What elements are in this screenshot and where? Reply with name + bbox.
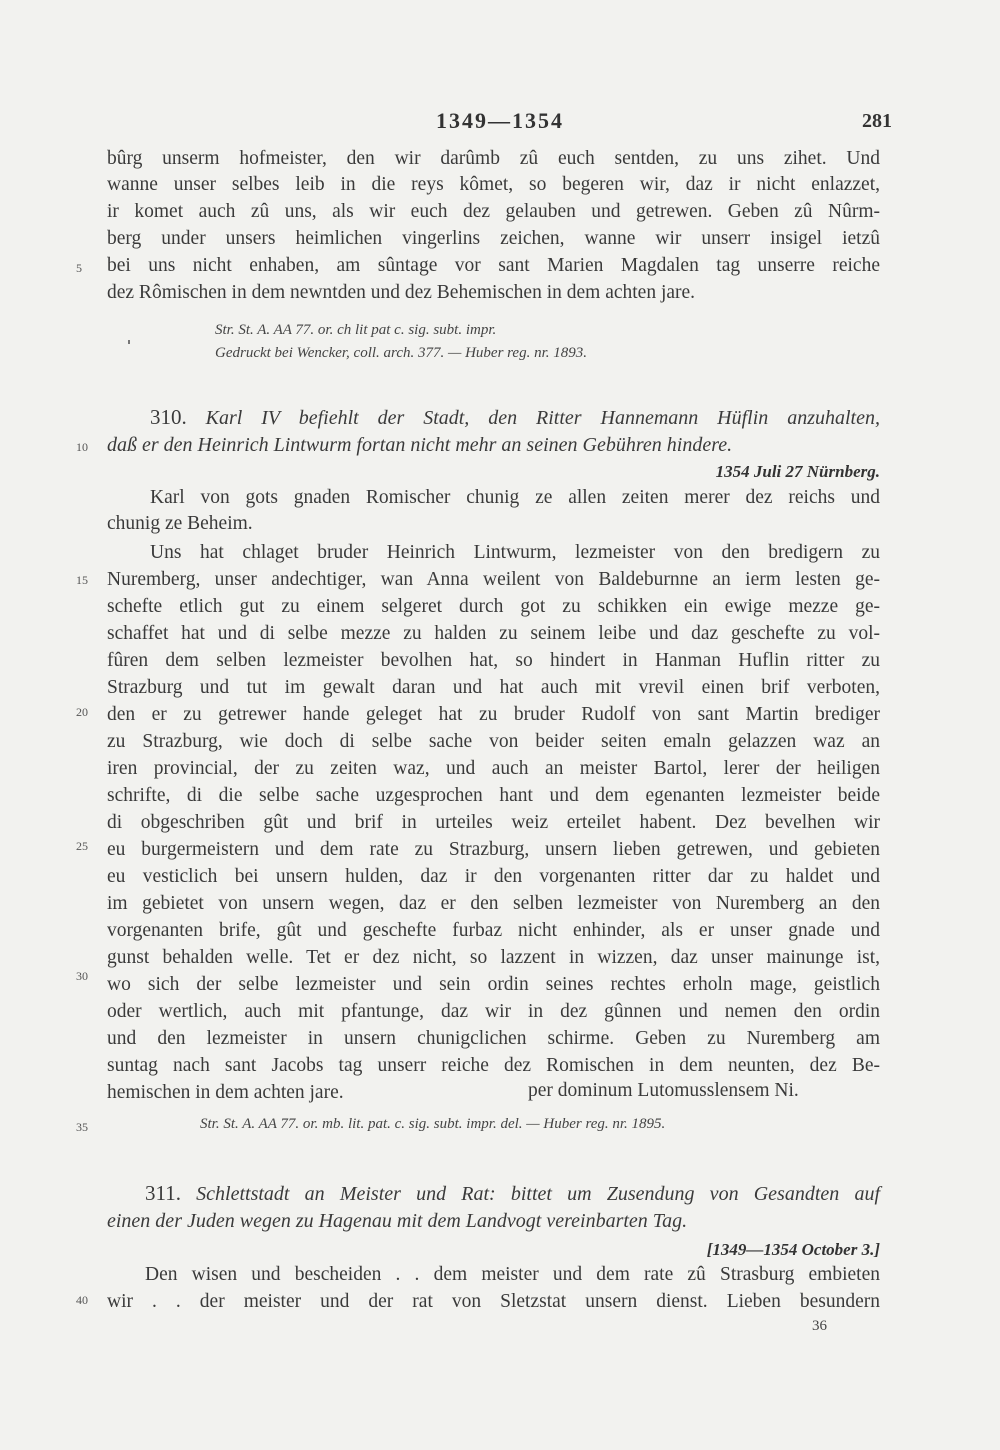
line-number: 15 (76, 573, 88, 587)
document-number: 310. (150, 405, 187, 429)
line-number: 40 (76, 1293, 88, 1307)
text-line: berg under unsers heimlichen vingerlins zeichen, wanne wir unserr insigel ietzû (107, 228, 880, 249)
text-line: vorgenanten brife, gût und geschefte furbaz nicht enhinder, als er unser gnade und (107, 920, 880, 941)
text-line: Uns hat chlaget bruder Heinrich Lintwurm, lezmeister von den bredigern zu (150, 542, 880, 563)
sheet-signature-mark: 36 (812, 1318, 827, 1334)
line-number: 20 (76, 705, 88, 719)
line-number: 25 (76, 839, 88, 853)
archival-note: Str. St. A. AA 77. or. ch lit pat c. sig. subt. impr. (215, 322, 497, 338)
line-number: 30 (76, 969, 88, 983)
line-number: 5 (76, 261, 82, 275)
print-mark (128, 340, 130, 344)
document-heading (145, 1180, 880, 1208)
text-line: bei uns nicht enhaben, am sûntage vor sant Marien Magdalen tag unserre reiche (107, 255, 880, 276)
text-line: schefte etlich gut zu einem selgeret durch got zu schikken ein ewige mezze ge- (107, 596, 880, 617)
heading-text: Schlettstadt an Meister und Rat: bittet um Zusendung von Gesandten auf (196, 1183, 880, 1205)
page-number: 281 (862, 110, 892, 132)
text-line: Den wisen und bescheiden . . dem meister und dem rate zû Strasburg embieten (145, 1264, 880, 1285)
text-line: Strazburg und tut im gewalt daran und hat auch mit vrevil einen brif verboten, (107, 677, 880, 698)
text-line: zu Strazburg, wie doch di selbe sache von beider seiten emaln gelazzen waz an (107, 731, 880, 752)
signature-line: per dominum Lutomusslensem Ni. (528, 1080, 799, 1101)
text-line: Karl von gots gnaden Romischer chunig ze allen zeiten merer dez reichs und (150, 487, 880, 508)
document-number: 311. (145, 1181, 181, 1205)
text-line: wir . . der meister und der rat von Sletzstat unsern dienst. Lieben besundern (107, 1291, 880, 1312)
text-line: im gebietet von unsern wegen, daz er den selben lezmeister von Nuremberg an den (107, 893, 880, 914)
document-heading (150, 404, 880, 432)
heading-text: Karl IV befiehlt der Stadt, den Ritter Hannemann Hüflin anzuhalten, (205, 407, 880, 429)
text-line: hemischen in dem achten jare. (107, 1082, 344, 1103)
text-line: gunst behalden welle. Tet er dez nicht, so lazzent in wizzen, daz unser mainunge ist, (107, 947, 880, 968)
text-line: und den lezmeister in unsern chunigclichen schirme. Geben zu Nuremberg am (107, 1028, 880, 1049)
text-line: bûrg unserm hofmeister, den wir darûmb zû euch sentden, zu uns zihet. Und (107, 148, 880, 169)
text-line: schaffet hat und di selbe mezze zu halden zu seinem leibe und daz geschefte zu vol- (107, 623, 880, 644)
text-line: dez Rômischen in dem newntden und dez Behemischen in dem achten jare. (107, 282, 696, 303)
text-line: di obgeschriben gût und brif in urteiles weiz erteilet habent. Dez bevelhen wir (107, 812, 880, 833)
document-date: 1354 Juli 27 Nürnberg. (715, 462, 880, 481)
line-number: 10 (76, 440, 88, 454)
text-line: oder wertlich, auch mit pfantunge, daz wir in dez gûnnen und nemen den ordin (107, 1001, 880, 1022)
text-line: Nuremberg, unser andechtiger, wan Anna weilent von Baldeburnne an ierm lesten ge- (107, 569, 880, 590)
text-line: den er zu getrewer hande geleget hat zu bruder Rudolf von sant Martin brediger (107, 704, 880, 725)
running-header-years: 1349—1354 (436, 108, 564, 133)
text-line: schrifte, di die selbe sache uzgesprochen hant und dem egenanten lezmeister beide (107, 785, 880, 806)
text-line: suntag nach sant Jacobs tag unserr reiche dez Romischen in dem neunten, dez Be- (107, 1055, 880, 1076)
text-line: wanne unser selbes leib in die reys kômet, so begeren wir, daz ir nicht enlazzet, (107, 174, 880, 195)
text-line: iren provincial, der zu zeiten waz, und auch an meister Bartol, lerer der heiligen (107, 758, 880, 779)
text-line: eu vesticlich bei unsern hulden, daz ir den vorgenanten ritter dar zu haldet und (107, 866, 880, 887)
archival-note: Str. St. A. AA 77. or. mb. lit. pat. c. sig. subt. impr. del. — Huber reg. nr. 1895. (200, 1116, 666, 1132)
text-line: fûren dem selben lezmeister bevolhen hat, so hindert in Hanman Huflin ritter zu (107, 650, 880, 671)
text-line: ir komet auch zû uns, als wir euch dez gelauben und getrewen. Geben zû Nûrm- (107, 201, 880, 222)
text-line: eu burgermeistern und dem rate zu Strazburg, unsern lieben getrewen, und gebieten (107, 839, 880, 860)
heading-text: daß er den Heinrich Lintwurm fortan nicht mehr an seinen Gebühren hindere. (107, 434, 733, 456)
line-number: 35 (76, 1120, 88, 1134)
heading-text: einen der Juden wegen zu Hagenau mit dem Landvogt vereinbarten Tag. (107, 1210, 688, 1232)
text-line: chunig ze Beheim. (107, 513, 253, 534)
document-date: [1349—1354 October 3.] (706, 1240, 880, 1259)
text-line: wo sich der selbe lezmeister und sein ordin seines rechtes erholn mage, geistlich (107, 974, 880, 995)
archival-note: Gedruckt bei Wencker, coll. arch. 377. — Huber reg. nr. 1893. (215, 345, 588, 361)
